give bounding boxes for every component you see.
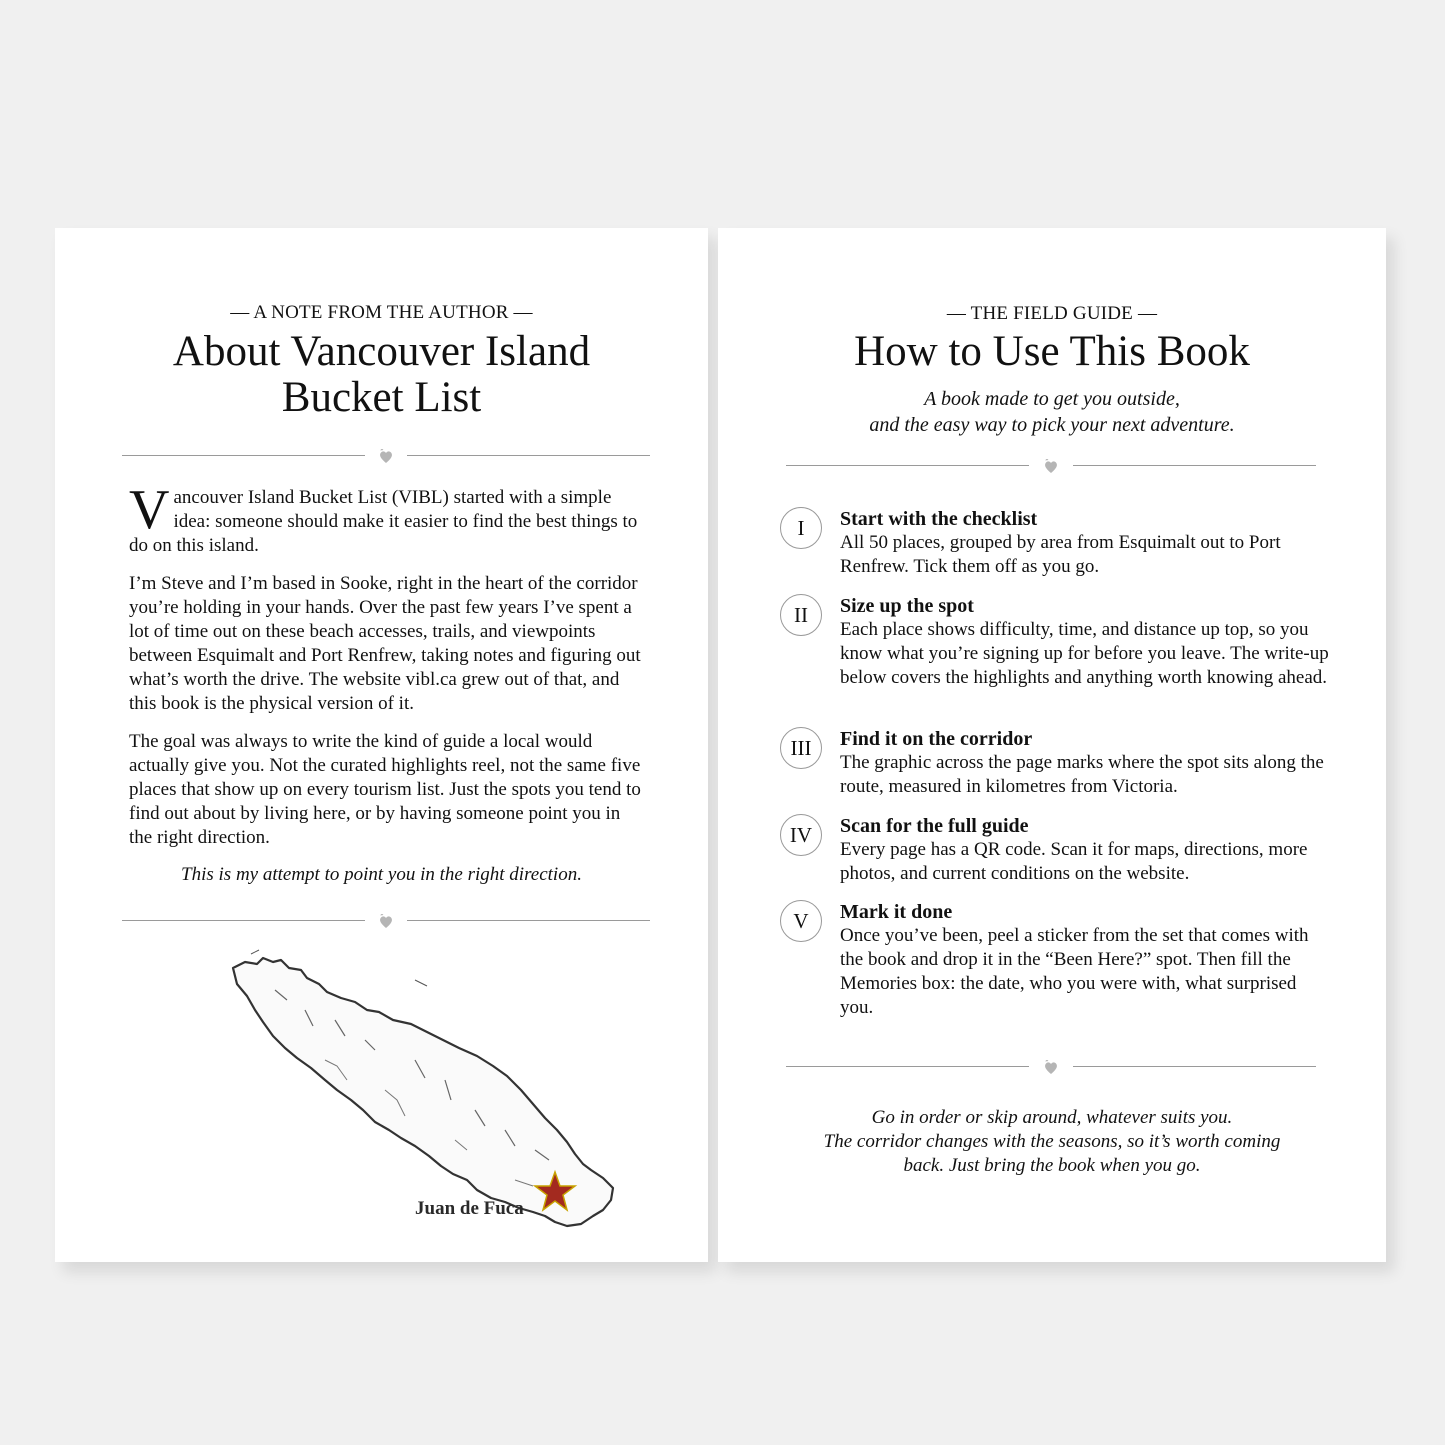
- map-label: Juan de Fuca: [415, 1198, 524, 1219]
- step-title: Start with the checklist: [840, 508, 1038, 530]
- paragraph-1-text: ancouver Island Bucket List (VIBL) started with a simple idea: someone should make it easier to find the best things to do on this island.: [129, 487, 638, 556]
- right-eyebrow: — THE FIELD GUIDE —: [946, 303, 1158, 324]
- footer-line3: back. Just bring the book when you go.: [903, 1155, 1201, 1176]
- step-description: The graphic across the page marks where the spot sits along the route, measured in kilometres from Victoria.: [840, 752, 1324, 797]
- subtitle-line1: A book made to get you outside,: [924, 388, 1180, 410]
- heart-ornament-icon: [1041, 1057, 1061, 1077]
- footer-line2: The corridor changes with the seasons, so it’s worth coming: [823, 1131, 1281, 1152]
- dropcap: V: [129, 479, 170, 541]
- paragraph-1: [129, 479, 644, 558]
- right-page: [718, 228, 1386, 1262]
- paragraph-3: The goal was always to write the kind of guide a local would actually give you. Not the curated highlights reel, not the same five places that show up on every tourism list. Just the spots you tend to find out about by living here, or by having someone point you in the right direction.: [129, 731, 641, 848]
- step-title: Mark it done: [840, 901, 953, 923]
- paragraph-2: I’m Steve and I’m based in Sooke, right in the heart of the corridor you’re holding in your hands. Over the past few years I’ve spent a lot of time out on these beach accesses, trails, and viewpoints between Esquimalt and Port Renfrew, taking notes and figuring out what’s worth the drive. The website vibl.ca grew out of that, and this book is the physical version of it.: [129, 573, 641, 714]
- subtitle-line2: and the easy way to pick your next adventure.: [869, 414, 1235, 436]
- step-title: Find it on the corridor: [840, 728, 1033, 750]
- step-description: Once you’ve been, peel a sticker from the set that comes with the book and drop it in the “Been Here?” spot. Then fill the Memories box: the date, who you were with, what surprised you.: [840, 925, 1309, 1018]
- heart-ornament-icon: [376, 911, 396, 931]
- author-note-body: [129, 479, 644, 864]
- right-title: How to Use This Book: [854, 328, 1250, 375]
- vancouver-island-map: [215, 940, 635, 1240]
- step-title: Scan for the full guide: [840, 815, 1029, 837]
- closing-line: This is my attempt to point you in the right direction.: [181, 864, 582, 885]
- left-eyebrow: — A NOTE FROM THE AUTHOR —: [230, 302, 533, 323]
- left-divider-top: [122, 446, 650, 466]
- step-number: V: [780, 900, 822, 942]
- step-number: III: [780, 727, 822, 769]
- right-divider-top: [786, 456, 1316, 476]
- step-number: IV: [780, 814, 822, 856]
- step-title: Size up the spot: [840, 595, 974, 617]
- step-description: Each place shows difficulty, time, and distance up top, so you know what you’re signing up for before you leave. The write-up below covers the highlights and anything worth knowing ahead.: [840, 619, 1329, 688]
- footer-line1: Go in order or skip around, whatever suits you.: [871, 1107, 1233, 1128]
- left-page: [55, 228, 708, 1262]
- left-title-line1: About Vancouver Island: [172, 328, 591, 375]
- heart-ornament-icon: [376, 446, 396, 466]
- step-number: II: [780, 594, 822, 636]
- left-title-line2: Bucket List: [281, 374, 482, 421]
- heart-ornament-icon: [1041, 456, 1061, 476]
- step-number: I: [780, 507, 822, 549]
- step-description: All 50 places, grouped by area from Esquimalt out to Port Renfrew. Tick them off as you go.: [840, 532, 1281, 577]
- right-divider-bottom: [786, 1057, 1316, 1077]
- step-description: Every page has a QR code. Scan it for maps, directions, more photos, and current conditions on the website.: [840, 839, 1308, 884]
- left-divider-bottom: [122, 911, 650, 931]
